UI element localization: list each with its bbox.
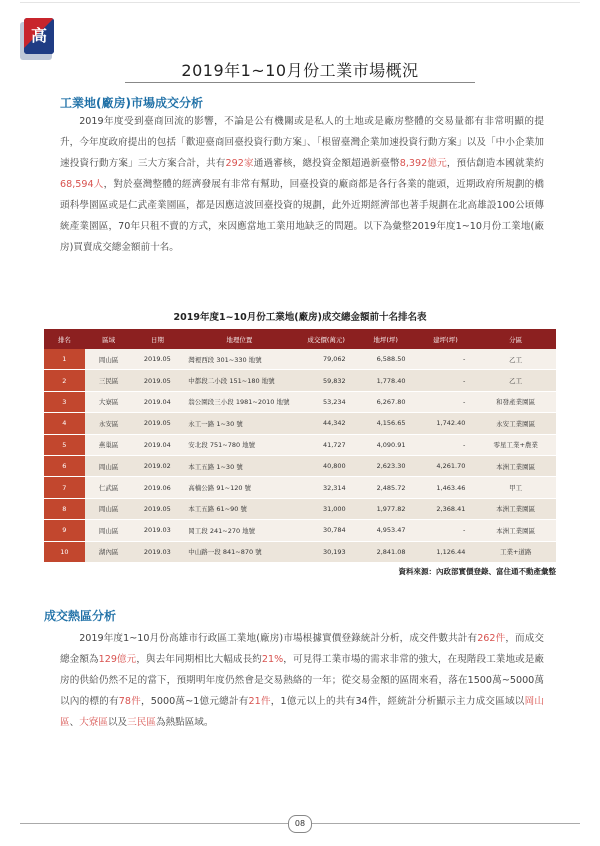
- cell-location: 安北段 751~780 地號: [182, 434, 296, 455]
- text-span: ，對於臺灣整體的經濟發展有非常有幫助，回臺投資的廠商都是各行各業的龍頭，近期政府所規劃的橋頭科學園區或是仁武產業園區，都是因應這波回臺投資的規劃，此外近期經濟部也著手規劃在北高雄設100公頃傳統產業園區，70年只租不賣的方式，來因應當地工業用地缺乏的問題。以下為彙整2019年度1~10月份工業地(廠房)買賣成交總金額前十名。: [60, 179, 544, 253]
- cell-land-area: 2,485.72: [356, 477, 416, 498]
- cell-zone: 乙工: [475, 370, 556, 391]
- cell-zone: 和發產業園區: [475, 391, 556, 412]
- cell-land-area: 4,156.65: [356, 413, 416, 434]
- cell-date: 2019.05: [132, 349, 182, 370]
- highlight-jobs: 68,594人: [60, 179, 104, 190]
- col-header: 區域: [85, 329, 133, 349]
- table-row: [44, 349, 556, 370]
- cell-district: 三民區: [85, 370, 133, 391]
- table-row: [44, 455, 556, 476]
- text-span: ，與去年同期相比大幅成長約: [136, 654, 262, 665]
- cell-rank: 5: [44, 434, 85, 455]
- cell-building-area: 2,368.41: [416, 498, 476, 519]
- hotspot-paragraph: [60, 628, 544, 733]
- cell-zone: 本洲工業園區: [475, 520, 556, 541]
- cell-zone: 甲工: [475, 477, 556, 498]
- cell-building-area: -: [416, 520, 476, 541]
- text-span: ，預估創造本國就業約: [446, 158, 545, 169]
- cell-land-area: 6,267.80: [356, 391, 416, 412]
- highlight-range1: 78件: [118, 696, 141, 707]
- cell-building-area: -: [416, 434, 476, 455]
- cell-land-area: 4,090.91: [356, 434, 416, 455]
- cell-location: 翁公園段三小段 1981~2010 地號: [182, 391, 296, 412]
- cell-price: 79,062: [297, 349, 356, 370]
- col-header: 地坪(坪): [356, 329, 416, 349]
- cell-date: 2019.04: [132, 434, 182, 455]
- cell-location: 永工一路 1~30 號: [182, 413, 296, 434]
- cell-price: 41,727: [297, 434, 356, 455]
- text-span: ，5000萬~1億元總計有: [141, 696, 249, 707]
- logo: [24, 18, 54, 54]
- col-header: 分區: [475, 329, 556, 349]
- cell-date: 2019.04: [132, 391, 182, 412]
- cell-building-area: -: [416, 349, 476, 370]
- cell-land-area: 4,953.47: [356, 520, 416, 541]
- highlight-district: 三民區: [127, 717, 156, 728]
- highlight-growth: 21%: [261, 654, 284, 665]
- table-title: 2019年度1~10月份工業地(廠房)成交總金額前十名排名表: [173, 312, 427, 323]
- cell-date: 2019.06: [132, 477, 182, 498]
- cell-price: 30,784: [297, 520, 356, 541]
- cell-building-area: 1,463.46: [416, 477, 476, 498]
- cell-district: 岡山區: [85, 349, 133, 370]
- cell-price: 40,800: [297, 455, 356, 476]
- table-row: [44, 434, 556, 455]
- col-header: 成交價(萬元): [297, 329, 356, 349]
- cell-location: 中山路一段 841~870 號: [182, 541, 296, 562]
- col-header: 日期: [132, 329, 182, 349]
- cell-district: 燕巢區: [85, 434, 133, 455]
- highlight-total: 129億元: [98, 654, 137, 665]
- cell-rank: 4: [44, 413, 85, 434]
- page-title: 2019年1~10月份工業市場概況: [181, 61, 419, 80]
- cell-date: 2019.03: [132, 520, 182, 541]
- col-header: 排名: [44, 329, 85, 349]
- cell-zone: 零星工業+農業: [475, 434, 556, 455]
- highlight-range2: 21件: [248, 696, 271, 707]
- cell-price: 31,000: [297, 498, 356, 519]
- page-number: 08: [288, 815, 312, 833]
- cell-rank: 10: [44, 541, 85, 562]
- cell-building-area: -: [416, 370, 476, 391]
- cell-location: 本工五路 61~90 號: [182, 498, 296, 519]
- text-span: 為熱點區域。: [155, 717, 214, 728]
- cell-price: 44,342: [297, 413, 356, 434]
- cell-zone: 工業+道路: [475, 541, 556, 562]
- intro-paragraph: [60, 111, 544, 258]
- cell-district: 岡山區: [85, 520, 133, 541]
- cell-zone: 本洲工業園區: [475, 498, 556, 519]
- table-row: [44, 520, 556, 541]
- cell-district: 永安區: [85, 413, 133, 434]
- cell-price: 30,193: [297, 541, 356, 562]
- highlight-count: 292家: [225, 158, 254, 169]
- cell-price: 53,234: [297, 391, 356, 412]
- highlight-amount: 8,392億元: [399, 158, 447, 169]
- text-span: 2019年度受到臺商回流的影響，不論是公有機關或是私人的土地或是廠房整體的交易量都有非常明顯的提升，今年度政府提出的包括「歡迎臺商回臺投資行動方案」、「根留臺灣企業加速投資行動方案」以及「中小企業加速投資行動方案」三大方案合計，共有: [60, 116, 544, 169]
- cell-date: 2019.05: [132, 370, 182, 391]
- cell-location: 高楠公路 91~120 號: [182, 477, 296, 498]
- top-divider: [20, 2, 580, 3]
- cell-date: 2019.05: [132, 498, 182, 519]
- cell-price: 32,314: [297, 477, 356, 498]
- cell-land-area: 6,588.50: [356, 349, 416, 370]
- text-span: 以及: [107, 717, 128, 728]
- cell-rank: 9: [44, 520, 85, 541]
- cell-district: 大寮區: [85, 391, 133, 412]
- cell-location: 本工五路 1~30 號: [182, 455, 296, 476]
- text-span: ，1億元以上的共有34件，經統計分析顯示主力成交區域以: [270, 696, 525, 707]
- cell-land-area: 2,623.30: [356, 455, 416, 476]
- text-span: ，而成交總金額為: [60, 633, 544, 665]
- cell-district: 仁武區: [85, 477, 133, 498]
- cell-location: 岡工段 241~270 地號: [182, 520, 296, 541]
- data-source: 資料來源：內政部實價登錄、富住通不動產彙整: [398, 567, 556, 576]
- cell-land-area: 2,841.08: [356, 541, 416, 562]
- text-span: 2019年度1~10月份高雄市行政區工業地(廠房)市場根據實價登錄統計分析，成交件數共計有: [79, 633, 478, 644]
- section-title-hotspots: 成交熱區分析: [44, 609, 117, 623]
- table-row: [44, 370, 556, 391]
- cell-rank: 2: [44, 370, 85, 391]
- highlight-district: 大寮區: [79, 717, 108, 728]
- cell-location: 中都段二小段 151~180 地號: [182, 370, 296, 391]
- cell-rank: 1: [44, 349, 85, 370]
- section-title-transactions: 工業地(廠房)市場成交分析: [60, 96, 203, 110]
- cell-date: 2019.05: [132, 413, 182, 434]
- table-header-row: [44, 329, 556, 349]
- cell-date: 2019.02: [132, 455, 182, 476]
- table-body: [44, 349, 556, 562]
- table-row: [44, 541, 556, 562]
- cell-district: 岡山區: [85, 498, 133, 519]
- cell-rank: 8: [44, 498, 85, 519]
- highlight-district: 岡山區: [60, 696, 544, 728]
- table-row: [44, 477, 556, 498]
- text-span: ，可見得工業市場的需求非常的強大，在現階段工業地或是廠房的供給仍然不足的當下，預期明年度仍然會是交易熱絡的一年；從交易金額的區間來看，落在1500萬~5000萬以內的標的有: [60, 654, 545, 707]
- cell-rank: 7: [44, 477, 85, 498]
- cell-date: 2019.03: [132, 541, 182, 562]
- table-row: [44, 413, 556, 434]
- text-span: 通過審核，總投資金額超過新臺幣: [253, 158, 400, 169]
- cell-district: 湖內區: [85, 541, 133, 562]
- cell-location: 灣裡西段 301~330 地號: [182, 349, 296, 370]
- col-header: 建坪(坪): [416, 329, 476, 349]
- cell-land-area: 1,977.82: [356, 498, 416, 519]
- cell-zone: 本洲工業園區: [475, 455, 556, 476]
- cell-building-area: -: [416, 391, 476, 412]
- cell-rank: 6: [44, 455, 85, 476]
- cell-building-area: 1,126.44: [416, 541, 476, 562]
- cell-rank: 3: [44, 391, 85, 412]
- cell-zone: 乙工: [475, 349, 556, 370]
- highlight-cases: 262件: [477, 633, 506, 644]
- cell-land-area: 1,778.40: [356, 370, 416, 391]
- cell-building-area: 4,261.70: [416, 455, 476, 476]
- cell-price: 59,832: [297, 370, 356, 391]
- logo-glyph: 高: [30, 26, 47, 45]
- cell-district: 岡山區: [85, 455, 133, 476]
- ranking-table: [44, 329, 556, 563]
- title-underline: [125, 82, 475, 83]
- col-header: 地理位置: [182, 329, 296, 349]
- cell-building-area: 1,742.40: [416, 413, 476, 434]
- table-row: [44, 498, 556, 519]
- text-span: 、: [69, 717, 80, 728]
- table-row: [44, 391, 556, 412]
- cell-zone: 永安工業園區: [475, 413, 556, 434]
